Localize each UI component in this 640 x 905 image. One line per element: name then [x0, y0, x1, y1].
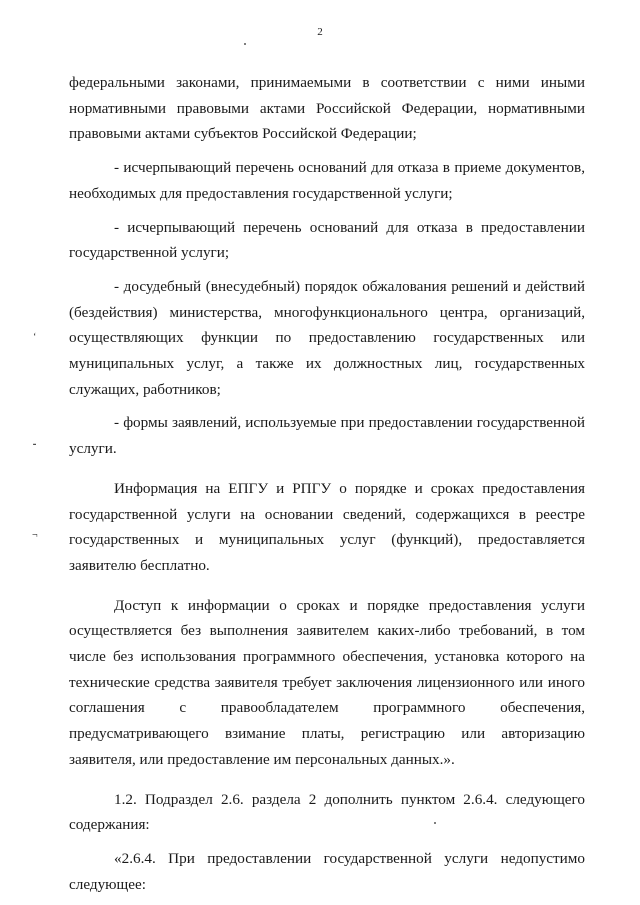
paragraph-continuation: федеральными законами, принимаемыми в соответствии с ними иными нормативными правовыми актами Российской Федерации, нормативными правовыми актами субъектов Российской Федерации;: [69, 74, 585, 143]
scan-speck: [434, 822, 436, 824]
paragraph-amendment-1-2: 1.2. Подраздел 2.6. раздела 2 дополнить пунктом 2.6.4. следующего содержания:: [69, 790, 585, 834]
paragraph-item-2-6-4: «2.6.4. При предоставлении государственной услуги недопустимо следующее:: [69, 849, 585, 893]
list-item-appeal-procedure: - досудебный (внесудебный) порядок обжалования решений и действий (бездействия) министерства, многофункционального центра, организаций, осуществляющих функции по предоставлению государственных или муниципальных услуг, а также их должностных лиц, государственных служащих, работников;: [69, 277, 585, 398]
paragraph-access-information: Доступ к информации о сроках и порядке предоставления услуги осуществляется без выполнения заявителем каких-либо требований, в том числе без использования программного обеспечения, установка которого на технические средства заявителя требует заключения лицензионного или иного соглашения с правообладателем программного обеспечения, предусматривающего взимание платы, регистрацию или авторизацию заявителя, или предоставление им персональных данных.».: [69, 596, 585, 768]
list-item-reasons-refuse-documents: - исчерпывающий перечень оснований для отказа в приеме документов, необходимых для предоставления государственной услуги;: [69, 159, 585, 202]
paragraph-information-free: Информация на ЕПГУ и РПГУ о порядке и сроках предоставления государственной услуги на основании сведений, содержащихся в реестре государственных и муниципальных услуг (функций), предоставляется заявителю бесплатно.: [69, 479, 585, 574]
margin-mark: ¬: [32, 530, 38, 541]
list-item-reasons-refuse-service: - исчерпывающий перечень оснований для отказа в предоставлении государственной услуги;: [69, 218, 585, 262]
margin-mark: ⁃: [32, 440, 37, 451]
list-item-application-forms: - формы заявлений, используемые при предоставлении государственной услуги.: [69, 414, 585, 458]
margin-mark: ‘: [33, 332, 37, 343]
document-body: [69, 70, 585, 897]
page-number: 2: [317, 26, 323, 38]
scan-speck: [244, 43, 246, 45]
